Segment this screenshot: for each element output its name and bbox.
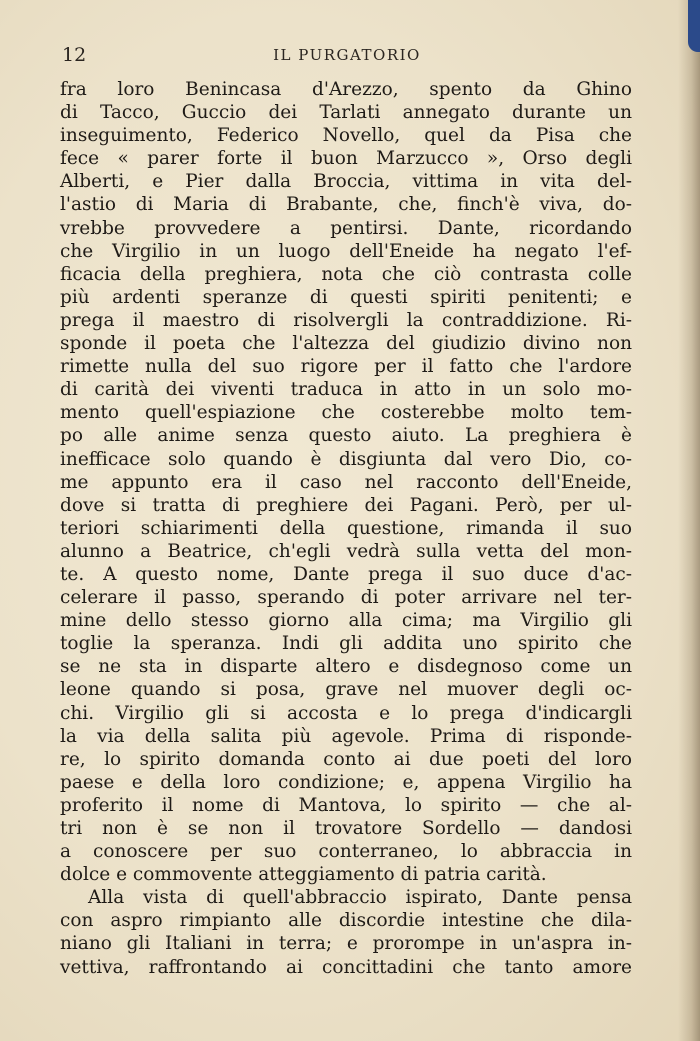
body-text	[60, 78, 632, 979]
text-line: leone quando si posa, grave nel muover degli oc-	[60, 679, 632, 701]
text-line: toglie la speranza. Indi gli addita uno spirito che	[60, 633, 632, 655]
text-line: te. A questo nome, Dante prega il suo duce d'ac-	[60, 563, 632, 585]
text-line: che Virgilio in un luogo dell'Eneide ha negato l'ef-	[60, 240, 632, 262]
text-line: l'astio di Maria di Brabante, che, finch'è viva, do-	[60, 194, 632, 216]
text-line: mento quell'espiazione che costerebbe molto tem-	[60, 402, 632, 424]
text-line: dove si tratta di preghiere dei Pagani. Però, per ul-	[60, 494, 632, 516]
page-header	[62, 44, 632, 68]
text-line: Alla vista di quell'abbraccio ispirato, Dante pensa	[88, 887, 632, 909]
text-line: rimette nulla del suo rigore per il fatto che l'ardore	[60, 356, 632, 378]
text-line: mine dello stesso giorno alla cima; ma Virgilio gli	[60, 610, 632, 632]
text-line: Alberti, e Pier dalla Broccia, vittima in vita del-	[60, 171, 632, 193]
text-line: alunno a Beatrice, ch'egli vedrà sulla vetta del mon-	[60, 540, 632, 562]
text-line: niano gli Italiani in terra; e prorompe in un'aspra in-	[60, 933, 632, 955]
bookmark-ribbon	[688, 0, 700, 52]
text-line: vettiva, raffrontando ai concittadini che tanto amore	[60, 956, 632, 978]
text-line: re, lo spirito domanda conto ai due poeti del loro	[60, 748, 632, 770]
page-edge-shadow	[678, 0, 700, 1041]
text-line: proferito il nome di Mantova, lo spirito — che al-	[60, 794, 632, 816]
text-line: più ardenti speranze di questi spiriti penitenti; e	[60, 286, 632, 308]
text-line: la via della salita più agevole. Prima di risponde-	[60, 725, 632, 747]
text-line: tri non è se non il trovatore Sordello — dandosi	[60, 818, 632, 839]
text-line: a conoscere per suo conterraneo, lo abbraccia in	[60, 841, 632, 863]
text-line: teriori schiarimenti della questione, rimanda il suo	[60, 517, 632, 539]
running-title: IL PURGATORIO	[273, 46, 421, 64]
text-line: di carità dei viventi traduca in atto in un solo mo-	[60, 379, 632, 401]
text-line: me appunto era il caso nel racconto dell'Eneide,	[60, 471, 632, 493]
text-line: fra loro Benincasa d'Arezzo, spento da Ghino	[60, 79, 632, 100]
text-line: prega il maestro di risolvergli la contraddizione. Ri-	[60, 309, 632, 331]
text-line: inefficace solo quando è disgiunta dal vero Dio, co-	[60, 448, 632, 470]
text-line: dolce e commovente atteggiamento di patria carità.	[60, 864, 547, 886]
text-line: paese e della loro condizione; e, appena Virgilio ha	[60, 771, 632, 793]
text-line: po alle anime senza questo aiuto. La preghiera è	[60, 425, 632, 447]
text-line: ficacia della preghiera, nota che ciò contrasta colle	[60, 263, 632, 285]
text-line: di Tacco, Guccio dei Tarlati annegato durante un	[60, 102, 632, 124]
text-line: fece « parer forte il buon Marzucco », Orso degli	[60, 148, 632, 170]
text-line: inseguimento, Federico Novello, quel da Pisa che	[60, 125, 632, 147]
text-line: celerare il passo, sperando di poter arrivare nel ter-	[60, 587, 632, 609]
text-line: con aspro rimpianto alle discordie intestine che dila-	[60, 910, 632, 932]
text-line: se ne sta in disparte altero e disdegnoso come un	[60, 656, 632, 678]
page-number: 12	[62, 44, 87, 66]
text-line: vrebbe provvedere a pentirsi. Dante, ricordando	[60, 217, 632, 239]
text-line: sponde il poeta che l'altezza del giudizio divino non	[60, 333, 632, 355]
text-line: chi. Virgilio gli si accosta e lo prega d'indicargli	[60, 702, 632, 724]
